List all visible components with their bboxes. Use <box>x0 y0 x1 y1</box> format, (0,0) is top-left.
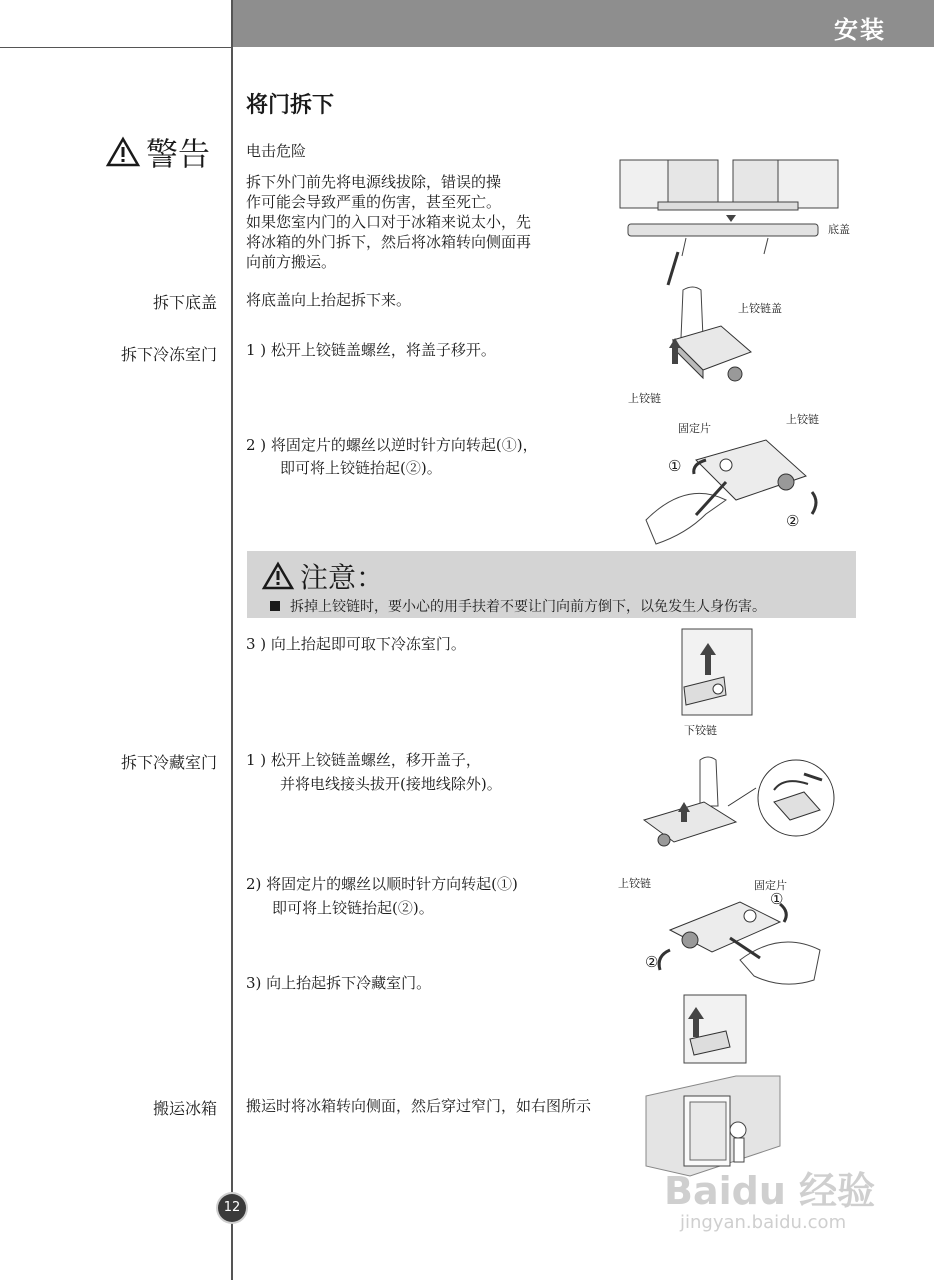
figure-freezer-hinge-lift <box>636 420 836 550</box>
label-base-cover: 拆下底盖 <box>152 293 217 312</box>
fig-label-base-cover: 底盖 <box>828 223 850 236</box>
label-fridge-door: 拆下冷藏室门 <box>120 753 217 772</box>
page-number: 12 <box>218 1194 246 1222</box>
fig-mark-2: ② <box>786 512 800 530</box>
fig-mark-1: ① <box>668 457 682 475</box>
warning-line: 作可能会导致严重的伤害，甚至死亡。 <box>246 193 502 211</box>
bullet-square <box>270 601 280 611</box>
freezer-step1: 1 ) 松开上铰链盖螺丝，将盖子移开。 <box>246 341 496 359</box>
figure-fridge-hinge-lift <box>630 880 830 990</box>
fig-label-lower-hinge: 下铰链 <box>684 724 717 737</box>
warning-line: 如果您室内门的入口对于冰箱来说太小，先 <box>246 213 532 231</box>
caution-heading <box>262 556 384 596</box>
figure-base-cover <box>618 160 858 290</box>
fridge-step2-line1: 2) 将固定片的螺丝以顺时针方向转起(①) <box>246 875 518 893</box>
fig-mark-2b: ② <box>645 953 659 971</box>
figure-lift-fridge-door <box>660 993 760 1068</box>
caution-text: 拆掉上铰链时，要小心的用手扶着不要让门向前方倒下，以免发生人身伤害。 <box>290 599 766 615</box>
warning-line: 将冰箱的外门拆下，然后将冰箱转向侧面再 <box>246 233 532 251</box>
figure-fridge-hinge-cover <box>624 740 834 860</box>
warning-line: 拆下外门前先将电源线拔除，错误的操 <box>246 173 502 191</box>
label-transport: 搬运冰箱 <box>152 1099 217 1118</box>
fig-label-upper-hinge: 上铰链 <box>628 392 661 405</box>
fig-mark-1b: ① <box>770 890 784 908</box>
fig-label-fixing-plate: 固定片 <box>678 422 711 435</box>
warning-line: 向前方搬运。 <box>246 253 337 271</box>
top-rule <box>0 47 232 48</box>
figure-lift-freezer-door <box>650 625 790 725</box>
fridge-step1-line2: 并将电线接头拔开(接地线除外)。 <box>280 775 502 793</box>
fridge-step1-line1: 1 ) 松开上铰链盖螺丝，移开盖子， <box>246 751 481 769</box>
header-title: 安装 <box>834 16 886 44</box>
section-title: 将门拆下 <box>246 93 335 118</box>
fig-label-upper-hinge-2: 上铰链 <box>786 413 819 426</box>
watermark-url: jingyan.baidu.com <box>680 1212 847 1233</box>
fig-label-fixing-plate-2: 固定片 <box>754 879 787 892</box>
warning-label: 警告 <box>146 135 211 173</box>
transport-text: 搬运时将冰箱转向侧面，然后穿过窄门，如右图所示 <box>246 1097 592 1115</box>
figure-upper-hinge-cover <box>655 282 765 392</box>
fig-label-upper-hinge-cover: 上铰链盖 <box>738 302 782 315</box>
fig-label-upper-hinge-3: 上铰链 <box>618 877 651 890</box>
warning-icon <box>106 137 140 167</box>
freezer-step2-line2: 即可将上铰链抬起(②)。 <box>280 459 442 477</box>
caution-text-row <box>270 596 766 616</box>
vertical-divider <box>231 0 233 1280</box>
header-band <box>232 0 934 47</box>
base-cover-text: 将底盖向上抬起拆下来。 <box>246 291 412 309</box>
warning-subtitle: 电击危险 <box>246 142 307 160</box>
fridge-step2-line2: 即可将上铰链抬起(②)。 <box>272 899 434 917</box>
freezer-step2-line1: 2 ) 将固定片的螺丝以逆时针方向转起(①)， <box>246 436 538 454</box>
caution-title: 注意： <box>300 561 385 594</box>
warning-icon <box>262 562 294 590</box>
warning-text <box>246 172 531 272</box>
watermark-brand: Baidu 经验 <box>664 1169 876 1213</box>
warning-heading <box>106 129 210 175</box>
label-freezer-door: 拆下冷冻室门 <box>120 345 217 364</box>
freezer-step3: 3 ) 向上抬起即可取下冷冻室门。 <box>246 635 466 653</box>
fridge-step3: 3) 向上抬起拆下冷藏室门。 <box>246 974 432 992</box>
